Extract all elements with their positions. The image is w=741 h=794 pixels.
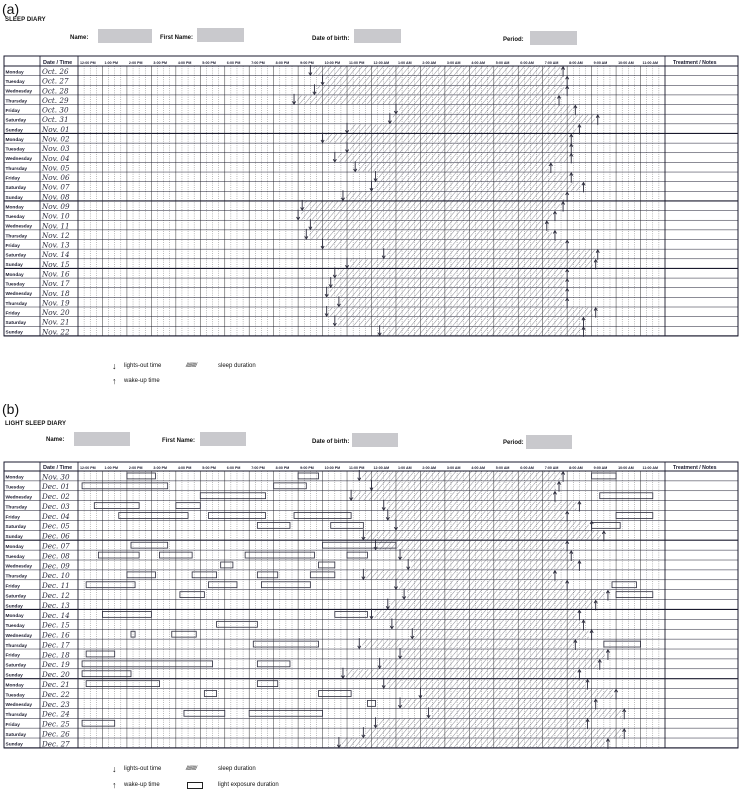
light-exposure-box (119, 513, 188, 519)
sleep-duration-hatch (403, 551, 568, 560)
day-label: Tuesday (5, 215, 25, 221)
wake-up-icon-b: ↑ (112, 780, 117, 790)
day-label: Thursday (5, 166, 28, 172)
date-entry: Nov. 04 (42, 153, 70, 163)
day-label: Saturday (5, 594, 27, 600)
date-entry: Dec. 22 (42, 689, 70, 699)
lights-out-icon: ↓ (112, 361, 117, 371)
time-header: 9:00 AM (593, 466, 608, 470)
sleep-duration-hatch (346, 669, 576, 678)
name-label: Name: (70, 35, 89, 41)
period-label: Period: (503, 37, 524, 43)
time-header: 10:00 AM (618, 466, 634, 470)
time-header: 9:00 AM (593, 61, 608, 65)
time-header: 4:00 PM (177, 466, 192, 470)
date-entry: Dec. 05 (42, 521, 70, 531)
date-entry: Nov. 10 (42, 211, 70, 221)
time-header: 2:00 AM (422, 466, 437, 470)
time-header: 3:00 AM (446, 61, 461, 65)
light-exposure-box (319, 562, 335, 568)
light-exposure-box (253, 641, 318, 647)
day-label: Saturday (5, 118, 27, 124)
corner-header: Date / Time (43, 60, 73, 66)
time-header: 4:00 AM (471, 466, 485, 470)
day-label: Sunday (5, 604, 23, 610)
day-label: Monday (5, 475, 24, 481)
light-exposure-box (200, 493, 265, 499)
light-exposure-box (82, 661, 212, 667)
time-header: 7:00 PM (251, 61, 265, 65)
day-label: Sunday (5, 128, 23, 134)
light-exposure-box (274, 483, 307, 489)
time-header: 11:00 PM (349, 61, 365, 65)
panel-b-title: LIGHT SLEEP DIARY (5, 421, 67, 427)
day-label: Sunday (5, 195, 23, 201)
day-label: Friday (5, 243, 20, 249)
date-entry: Dec. 06 (42, 531, 70, 541)
sleep-duration-hatch (391, 600, 593, 609)
date-entry: Nov. 13 (42, 240, 70, 250)
date-entry: Nov. 14 (42, 250, 70, 260)
date-entry: Oct. 26 (42, 67, 69, 77)
day-label: Saturday (5, 732, 27, 738)
lights-out-icon-b: ↓ (112, 764, 117, 774)
time-header: 6:00 AM (520, 61, 534, 65)
day-label: Friday (5, 515, 20, 521)
sleep-duration-hatch (387, 501, 577, 510)
date-entry: Nov. 03 (42, 144, 70, 154)
time-header: 6:00 AM (520, 466, 534, 470)
light-exposure-box (192, 572, 216, 578)
sleep-duration-hatch (432, 709, 622, 718)
date-entry: Dec. 25 (42, 719, 70, 729)
light-exposure-box (221, 562, 233, 568)
time-header: 12:00 AM (373, 466, 390, 470)
sleep-duration-hatch (379, 719, 585, 728)
light-exposure-box (604, 641, 641, 647)
time-header: 1:00 PM (104, 61, 119, 65)
day-label: Saturday (5, 253, 27, 259)
date-entry: Dec. 23 (42, 699, 70, 709)
legend-lights-out-b: lights-out time (124, 766, 162, 772)
light-exposure-box (257, 681, 277, 687)
day-label: Friday (5, 584, 20, 590)
time-header: 8:00 PM (275, 466, 290, 470)
time-header: 6:00 PM (226, 466, 241, 470)
dob-label: Date of birth: (312, 36, 350, 42)
sleep-duration-hatch (403, 699, 593, 708)
light-exposure-box (335, 611, 368, 617)
light-exposure-box (298, 473, 318, 479)
day-label: Sunday (5, 742, 23, 748)
time-header: 1:00 PM (104, 466, 119, 470)
light-exposure-box (172, 631, 196, 637)
date-entry: Nov. 16 (42, 269, 70, 279)
wake-up-icon: ↑ (112, 376, 117, 386)
day-label: Wednesday (5, 89, 33, 95)
date-entry: Dec. 27 (42, 739, 70, 749)
date-entry: Oct. 30 (42, 105, 69, 115)
sleep-duration-hatch (366, 531, 601, 540)
legend-sleep-duration-b: sleep duration (218, 766, 256, 772)
date-entry: Nov. 05 (42, 163, 70, 173)
day-label: Wednesday (5, 224, 33, 230)
date-entry: Dec. 04 (42, 511, 70, 521)
legend-light-exposure: light exposure duration (218, 782, 279, 788)
day-label: Wednesday (5, 564, 33, 570)
day-label: Thursday (5, 301, 28, 307)
light-exposure-box (82, 671, 131, 677)
sleep-duration-hatch (354, 491, 552, 500)
time-header: 5:00 PM (202, 61, 216, 65)
day-label: Thursday (5, 234, 28, 240)
date-entry: Dec. 26 (42, 729, 70, 739)
time-header: 9:00 PM (300, 466, 314, 470)
date-entry: Dec. 09 (42, 561, 70, 571)
sleep-duration-hatch (399, 521, 589, 530)
sleep-duration-hatch (362, 640, 572, 649)
sleep-duration-hatch (399, 580, 564, 589)
date-entry: Nov. 19 (42, 298, 70, 308)
sleep-duration-hatch (407, 590, 605, 599)
date-entry: Dec. 08 (42, 551, 70, 561)
sleep-duration-hatch (362, 472, 560, 481)
light-exposure-box (86, 681, 159, 687)
date-entry: Dec. 12 (42, 590, 70, 600)
time-header: 12:00 AM (373, 61, 390, 65)
day-label: Thursday (5, 99, 28, 105)
legend-sleep-symbol: ///////// (186, 363, 197, 369)
legend-sleep-symbol-b: ///////// (186, 766, 197, 772)
table-frame (4, 462, 738, 748)
notes-header: Treatment / Notes (673, 60, 717, 66)
time-header: 1:00 AM (397, 466, 412, 470)
date-entry: Nov. 17 (42, 279, 70, 289)
time-header: 8:00 AM (569, 61, 583, 65)
time-header: 7:00 AM (544, 466, 559, 470)
day-label: Monday (5, 272, 24, 278)
time-header: 12:00 PM (80, 466, 96, 470)
light-exposure-box (94, 503, 139, 509)
day-label: Thursday (5, 713, 28, 719)
day-label: Saturday (5, 321, 27, 327)
light-exposure-box (82, 720, 115, 726)
day-label: Thursday (5, 643, 28, 649)
light-exposure-box (82, 483, 168, 489)
day-label: Wednesday (5, 157, 33, 163)
day-label: Monday (5, 137, 24, 143)
date-entry: Oct. 27 (42, 76, 69, 86)
date-entry: Dec. 17 (42, 640, 70, 650)
time-header: 11:00 AM (642, 466, 658, 470)
light-exposure-box (131, 542, 168, 548)
dob-label-b: Date of birth: (312, 439, 350, 445)
date-entry: Oct. 28 (42, 86, 69, 96)
time-header: 6:00 PM (226, 61, 241, 65)
time-header: 10:00 PM (324, 61, 341, 65)
day-label: Wednesday (5, 495, 33, 501)
legend-wake-up: wake-up time (124, 378, 160, 384)
date-entry: Dec. 02 (42, 492, 70, 502)
day-label: Tuesday (5, 80, 25, 86)
date-entry: Nov. 07 (42, 182, 70, 192)
time-header: 11:00 PM (349, 466, 365, 470)
day-label: Thursday (5, 505, 28, 511)
day-label: Monday (5, 683, 24, 689)
date-entry: Oct. 31 (42, 115, 69, 125)
time-header: 5:00 AM (495, 61, 510, 65)
light-exposure-box (204, 691, 216, 697)
panel-a-label: (a) (2, 1, 20, 17)
time-header: 10:00 PM (324, 466, 341, 470)
day-label: Sunday (5, 673, 23, 679)
day-label: Sunday (5, 535, 23, 541)
date-entry: Nov. 02 (42, 134, 70, 144)
time-header: 5:00 PM (202, 466, 216, 470)
legend-light-rect (187, 782, 203, 789)
light-exposure-box (261, 582, 310, 588)
panel-a-title: SLEEP DIARY (5, 17, 46, 23)
time-header: 2:00 PM (128, 61, 143, 65)
date-entry: Nov. 01 (42, 124, 70, 134)
time-header: 12:00 PM (80, 61, 96, 65)
date-entry: Nov. 15 (42, 259, 70, 269)
date-entry: Dec. 21 (42, 679, 70, 689)
time-header: 4:00 AM (471, 61, 485, 65)
light-exposure-box (86, 582, 135, 588)
legend-sleep-duration: sleep duration (218, 363, 256, 369)
sleep-duration-hatch (387, 679, 585, 688)
date-entry: Dec. 19 (42, 660, 70, 670)
time-header: 7:00 PM (251, 466, 265, 470)
light-exposure-box (612, 582, 636, 588)
light-exposure-box (217, 621, 258, 627)
sleep-duration-hatch (342, 739, 605, 748)
time-header: 1:00 AM (397, 61, 412, 65)
date-entry: Nov. 30 (42, 472, 70, 482)
date-entry: Dec. 15 (42, 620, 70, 630)
light-exposure-box (347, 552, 367, 558)
day-label: Friday (5, 109, 20, 114)
date-entry: Nov. 21 (42, 317, 70, 327)
time-header: 8:00 AM (569, 466, 583, 470)
time-header: 11:00 AM (642, 61, 658, 65)
date-entry: Oct. 29 (42, 95, 69, 105)
time-header: 9:00 PM (300, 61, 314, 65)
day-label: Saturday (5, 663, 27, 669)
sleep-duration-hatch (415, 630, 588, 639)
date-entry: Nov. 18 (42, 288, 70, 298)
date-entry: Dec. 14 (42, 610, 70, 620)
date-entry: Dec. 18 (42, 650, 70, 660)
day-label: Tuesday (5, 485, 25, 491)
sleep-duration-hatch (366, 570, 552, 579)
date-entry: Dec. 16 (42, 630, 70, 640)
day-label: Monday (5, 205, 24, 211)
date-entry: Dec. 01 (42, 482, 70, 492)
date-entry: Nov. 20 (42, 308, 70, 318)
time-header: 3:00 PM (153, 61, 167, 65)
corner-header: Date / Time (43, 465, 73, 471)
first-name-label-b: First Name: (162, 438, 196, 444)
day-label: Tuesday (5, 554, 25, 560)
notes-header: Treatment / Notes (673, 465, 717, 471)
legend-lights-out: lights-out time (124, 363, 162, 369)
name-label-b: Name: (46, 437, 65, 443)
sleep-duration-hatch (375, 610, 577, 619)
light-exposure-box (600, 493, 653, 499)
day-label: Wednesday (5, 292, 33, 298)
sleep-duration-hatch (366, 729, 621, 738)
sleep-duration-hatch (383, 659, 597, 668)
light-exposure-box (176, 503, 200, 509)
sleep-duration-hatch (379, 541, 565, 550)
day-label: Tuesday (5, 282, 25, 288)
legend-wake-up-b: wake-up time (124, 782, 160, 788)
date-entry: Nov. 22 (42, 327, 70, 337)
time-header: 3:00 AM (446, 466, 461, 470)
day-label: Sunday (5, 330, 23, 336)
day-label: Monday (5, 614, 24, 620)
date-entry: Dec. 03 (42, 501, 70, 511)
day-label: Saturday (5, 525, 27, 531)
day-label: Monday (5, 544, 24, 550)
light-exposure-box (86, 651, 115, 657)
day-label: Wednesday (5, 703, 33, 709)
sleep-duration-hatch (395, 620, 581, 629)
sleep-duration-hatch (423, 689, 613, 698)
period-label-b: Period: (503, 440, 524, 446)
date-entry: Dec. 20 (42, 670, 70, 680)
day-label: Thursday (5, 574, 28, 580)
date-entry: Dec. 07 (42, 541, 70, 551)
date-entry: Nov. 09 (42, 202, 70, 211)
light-exposure-box (180, 592, 204, 598)
time-header: 2:00 AM (422, 61, 437, 65)
day-label: Sunday (5, 263, 23, 269)
day-label: Monday (5, 70, 24, 76)
day-label: Friday (5, 653, 20, 659)
sleep-duration-hatch (375, 481, 557, 490)
date-entry: Nov. 06 (42, 173, 70, 183)
day-label: Wednesday (5, 633, 33, 639)
time-header: 3:00 PM (153, 466, 167, 470)
day-label: Friday (5, 176, 20, 182)
date-entry: Nov. 08 (42, 192, 70, 202)
date-entry: Dec. 11 (42, 581, 70, 591)
time-header: 5:00 AM (495, 466, 510, 470)
time-header: 2:00 PM (128, 466, 143, 470)
sleep-duration-hatch (391, 511, 564, 520)
time-header: 8:00 PM (275, 61, 290, 65)
day-label: Friday (5, 311, 20, 317)
time-header: 10:00 AM (618, 61, 634, 65)
day-label: Tuesday (5, 624, 25, 630)
date-entry: Dec. 10 (42, 571, 70, 581)
day-label: Saturday (5, 186, 27, 192)
light-exposure-box (208, 582, 237, 588)
sleep-duration-hatch (403, 650, 605, 659)
sleep-duration-hatch (411, 561, 576, 570)
date-entry: Dec. 24 (42, 709, 70, 719)
time-header: 7:00 AM (544, 61, 559, 65)
date-entry: Nov. 11 (42, 221, 70, 231)
date-entry: Nov. 12 (42, 230, 70, 240)
day-label: Tuesday (5, 147, 25, 153)
day-label: Friday (5, 722, 20, 728)
panel-b-label: (b) (2, 401, 20, 417)
first-name-label: First Name: (160, 35, 194, 41)
time-header: 4:00 PM (177, 61, 192, 65)
day-label: Tuesday (5, 693, 25, 699)
date-entry: Dec. 13 (42, 600, 70, 610)
